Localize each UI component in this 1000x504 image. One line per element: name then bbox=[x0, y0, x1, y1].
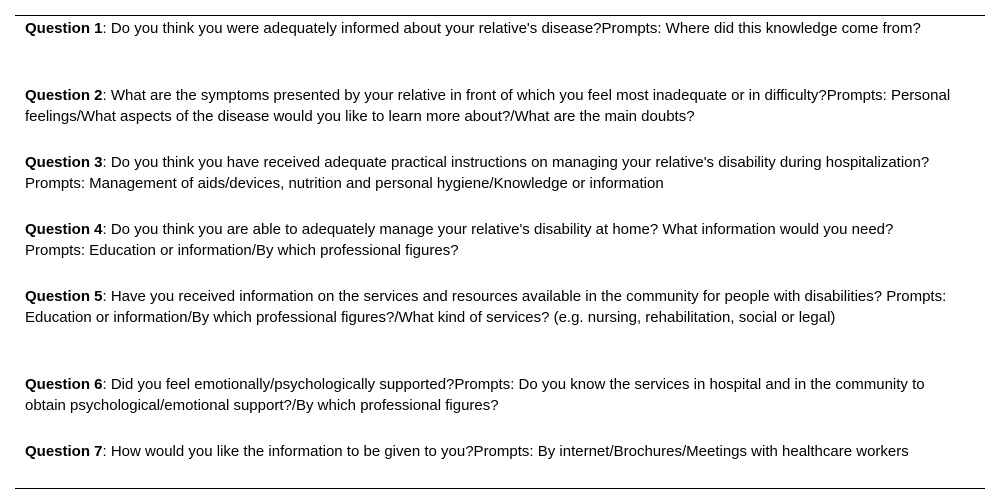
question-row bbox=[25, 286, 955, 328]
question-row bbox=[25, 219, 955, 261]
question-text: : Do you think you were adequately informed about your relative's disease?Prompts: Where did this knowledge come from? bbox=[102, 20, 921, 37]
question-label: Question 1 bbox=[25, 20, 103, 37]
question-text: : Do you think you are able to adequately manage your relative's disability at home? What information would you need? Prompts: Education or information/By which professional figures? bbox=[25, 221, 894, 259]
questions-table bbox=[15, 15, 985, 489]
question-row bbox=[25, 18, 955, 39]
question-text: : How would you like the information to be given to you?Prompts: By internet/Brochures/Meetings with healthcare workers bbox=[102, 443, 909, 460]
question-label: Question 6 bbox=[25, 376, 103, 393]
question-row bbox=[25, 441, 955, 462]
question-label: Question 5 bbox=[25, 288, 103, 305]
question-label: Question 2 bbox=[25, 87, 103, 104]
question-row bbox=[25, 374, 955, 416]
question-text: : Do you think you have received adequate practical instructions on managing your relative's disability during hospitalization?Prompts: Management of aids/devices, nutrition and personal hygiene/Knowledge or information bbox=[25, 154, 930, 192]
question-text: : Have you received information on the services and resources available in the community for people with disabilities? Prompts: Education or information/By which professional figures?/What kind of services? (e.g. nursing, rehabilitation, social or legal) bbox=[25, 288, 947, 326]
question-row bbox=[25, 85, 955, 127]
question-label: Question 4 bbox=[25, 221, 103, 238]
question-text: : Did you feel emotionally/psychologically supported?Prompts: Do you know the services in hospital and in the community to obtain psychological/emotional support?/By which professional figures? bbox=[25, 376, 925, 414]
question-row bbox=[25, 152, 955, 194]
question-text: : What are the symptoms presented by your relative in front of which you feel most inadequate or in difficulty?Prompts: Personal feelings/What aspects of the disease would you like to learn more about?/What are the main doubts? bbox=[25, 87, 951, 125]
question-label: Question 3 bbox=[25, 154, 103, 171]
question-label: Question 7 bbox=[25, 443, 103, 460]
